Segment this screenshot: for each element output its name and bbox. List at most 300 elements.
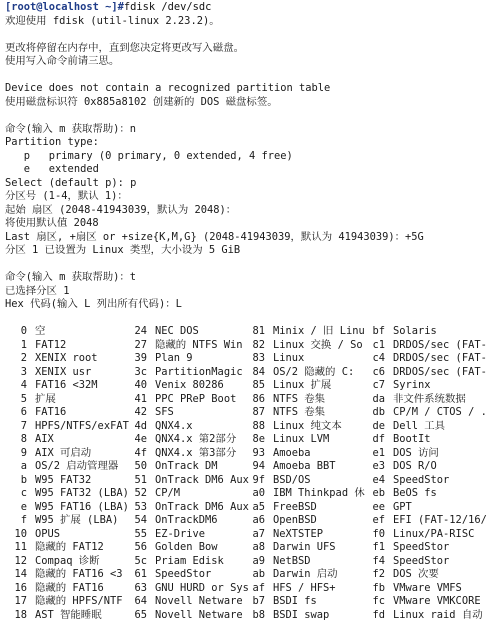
partition-type-code: 56 (125, 541, 147, 555)
partition-type-entry (363, 595, 503, 609)
partition-type-name: DRDOS/sec (FAT- (393, 352, 487, 364)
partition-type-code: 11 (5, 541, 27, 555)
partition-type-entry (5, 568, 125, 582)
partition-type-name: Amoeba (273, 447, 311, 459)
output-line: 分区 1 已设置为 Linux 类型，大小设为 5 GiB (5, 244, 500, 258)
partition-type-name: FreeBSD (273, 501, 317, 513)
shell-prompt: [root@localhost ~]# (5, 1, 124, 13)
partition-type-entry (363, 501, 503, 515)
partition-type-entry (363, 528, 503, 542)
partition-type-code: a0 (243, 487, 265, 501)
partition-type-code: 3 (5, 366, 27, 380)
partition-type-entry (125, 487, 243, 501)
output-line: 欢迎使用 fdisk (util-linux 2.23.2)。 (5, 15, 500, 29)
partition-type-code: 5 (5, 393, 27, 407)
partition-type-name: OPUS (35, 528, 60, 540)
partition-type-code: ef (363, 514, 385, 528)
partition-type-code: a5 (243, 501, 265, 515)
partition-type-code: 64 (125, 595, 147, 609)
partition-type-code: ab (243, 568, 265, 582)
partition-type-code: 82 (243, 339, 265, 353)
partition-type-name: AIX 可启动 (35, 447, 91, 459)
partition-type-row (5, 501, 500, 515)
partition-type-entry (5, 582, 125, 596)
partition-type-name: DOS 次要 (393, 568, 439, 580)
output-line: 将使用默认值 2048 (5, 217, 500, 231)
partition-type-name: Linux 交换 / So (273, 339, 363, 351)
partition-type-entry (243, 325, 363, 339)
partition-type-name: 空 (35, 325, 45, 337)
partition-type-entry (125, 447, 243, 461)
partition-type-row (5, 406, 500, 420)
partition-type-code: 87 (243, 406, 265, 420)
partition-type-entry (5, 420, 125, 434)
partition-type-code: ee (363, 501, 385, 515)
partition-type-entry (125, 393, 243, 407)
partition-type-code: 88 (243, 420, 265, 434)
partition-type-name: FAT16 (35, 406, 66, 418)
partition-type-entry (5, 609, 125, 622)
output-line: e extended (5, 163, 500, 177)
partition-type-entry (363, 406, 503, 420)
partition-type-name: VMware VMKCORE (393, 595, 481, 607)
partition-type-entry (5, 379, 125, 393)
partition-type-name: 隐藏的 HPFS/NTF (35, 595, 122, 607)
partition-type-row (5, 487, 500, 501)
output-line (5, 28, 500, 42)
partition-type-code: f (5, 514, 27, 528)
partition-type-entry (5, 447, 125, 461)
partition-type-name: GNU HURD or Sys (155, 582, 249, 594)
partition-type-row (5, 460, 500, 474)
partition-type-row (5, 393, 500, 407)
partition-type-code: f0 (363, 528, 385, 542)
partition-type-entry (363, 474, 503, 488)
partition-type-row (5, 609, 500, 622)
partition-type-entry (5, 541, 125, 555)
partition-type-name: Linux (273, 352, 304, 364)
partition-type-name: Linux LVM (273, 433, 329, 445)
partition-type-entry (243, 339, 363, 353)
partition-type-code: df (363, 433, 385, 447)
partition-type-name: Plan 9 (155, 352, 193, 364)
partition-type-entry (363, 339, 503, 353)
partition-type-name: XENIX root (35, 352, 98, 364)
partition-type-entry (243, 528, 363, 542)
partition-type-code: 63 (125, 582, 147, 596)
partition-type-entry (363, 514, 503, 528)
output-line: Hex 代码(输入 L 列出所有代码)：L (5, 298, 500, 312)
partition-type-code: a8 (243, 541, 265, 555)
partition-type-entry (363, 487, 503, 501)
partition-type-entry (5, 501, 125, 515)
partition-type-entry (243, 541, 363, 555)
output-line: 起始 扇区 (2048-41943039，默认为 2048)： (5, 204, 500, 218)
partition-type-entry (5, 406, 125, 420)
partition-type-code: 52 (125, 487, 147, 501)
partition-type-code: 65 (125, 609, 147, 622)
partition-type-name: 隐藏的 FAT12 (35, 541, 104, 553)
partition-type-code: 16 (5, 582, 27, 596)
partition-type-code: b8 (243, 609, 265, 622)
partition-type-entry (363, 541, 503, 555)
partition-type-name: EZ-Drive (155, 528, 205, 540)
partition-type-code: a6 (243, 514, 265, 528)
partition-type-name: Golden Bow (155, 541, 218, 553)
partition-type-entry (243, 433, 363, 447)
partition-type-row (5, 366, 500, 380)
partition-type-code: 0 (5, 325, 27, 339)
partition-type-entry (5, 366, 125, 380)
partition-type-name: FAT16 <32M (35, 379, 98, 391)
partition-type-name: BSDI fs (273, 595, 317, 607)
partition-type-row (5, 555, 500, 569)
partition-type-row (5, 379, 500, 393)
partition-type-code: b (5, 474, 27, 488)
output-line (5, 258, 500, 272)
output-line: 已选择分区 1 (5, 285, 500, 299)
partition-type-name: Darwin 启动 (273, 568, 338, 580)
partition-type-entry (125, 528, 243, 542)
output-line: 使用磁盘标识符 0x885a8102 创建新的 DOS 磁盘标签。 (5, 96, 500, 110)
partition-type-entry (243, 582, 363, 596)
partition-type-entry (363, 555, 503, 569)
partition-type-entry (243, 501, 363, 515)
output-line (5, 69, 500, 83)
partition-type-code: a9 (243, 555, 265, 569)
partition-type-entry (243, 352, 363, 366)
partition-type-code: c7 (363, 379, 385, 393)
partition-type-code: 5c (125, 555, 147, 569)
partition-type-name: FAT12 (35, 339, 66, 351)
partition-type-code: 41 (125, 393, 147, 407)
partition-type-code: 18 (5, 609, 27, 622)
partition-type-entry (125, 582, 243, 596)
partition-type-code: c1 (363, 339, 385, 353)
partition-type-entry (125, 366, 243, 380)
partition-type-name: DOS R/O (393, 460, 437, 472)
partition-type-code: 27 (125, 339, 147, 353)
partition-type-name: VMware VMFS (393, 582, 462, 594)
partition-type-code: 4 (5, 379, 27, 393)
partition-type-row (5, 595, 500, 609)
partition-type-code: 42 (125, 406, 147, 420)
partition-type-code: 7 (5, 420, 27, 434)
partition-type-code: eb (363, 487, 385, 501)
output-line: 分区号 (1-4，默认 1)： (5, 190, 500, 204)
partition-type-name: XENIX usr (35, 366, 91, 378)
partition-type-name: BSD/OS (273, 474, 311, 486)
partition-type-name: HFS / HFS+ (273, 582, 336, 594)
partition-type-code: 83 (243, 352, 265, 366)
partition-type-entry (5, 460, 125, 474)
partition-type-code: e3 (363, 460, 385, 474)
partition-type-code: 9 (5, 447, 27, 461)
partition-type-name: CP/M / CTOS / . (393, 406, 487, 418)
partition-type-name: SpeedStor (393, 555, 449, 567)
partition-type-name: BSDI swap (273, 609, 329, 621)
partition-type-name: 隐藏的 NTFS Win (155, 339, 242, 351)
partition-type-row (5, 568, 500, 582)
command-line (5, 1, 500, 15)
partition-type-name: OpenBSD (273, 514, 317, 526)
partition-type-entry (363, 433, 503, 447)
partition-type-entry (125, 541, 243, 555)
partition-type-entry (243, 420, 363, 434)
partition-type-entry (363, 420, 503, 434)
partition-type-code: 9f (243, 474, 265, 488)
partition-type-entry (363, 379, 503, 393)
partition-type-name: Novell Netware (155, 595, 243, 607)
partition-type-code: 1 (5, 339, 27, 353)
output-line: 更改将停留在内存中，直到您决定将更改写入磁盘。 (5, 42, 500, 56)
partition-type-name: DRDOS/sec (FAT- (393, 339, 487, 351)
partition-type-code: 10 (5, 528, 27, 542)
partition-type-entry (243, 406, 363, 420)
partition-type-code: 53 (125, 501, 147, 515)
partition-type-entry (125, 420, 243, 434)
partition-type-name: Priam Edisk (155, 555, 224, 567)
partition-type-name: Compaq 诊断 (35, 555, 100, 567)
partition-type-name: DRDOS/sec (FAT- (393, 366, 487, 378)
output-line: Select (default p): p (5, 177, 500, 191)
partition-type-name: PartitionMagic (155, 366, 243, 378)
partition-type-name: W95 FAT32 (35, 474, 91, 486)
partition-type-name: QNX4.x 第3部分 (155, 447, 236, 459)
partition-type-entry (5, 528, 125, 542)
partition-type-code: 85 (243, 379, 265, 393)
partition-type-code: 4e (125, 433, 147, 447)
partition-type-row (5, 514, 500, 528)
partition-type-name: PPC PReP Boot (155, 393, 236, 405)
partition-type-code: b7 (243, 595, 265, 609)
output-line: Partition type: (5, 136, 500, 150)
partition-type-name: Darwin UFS (273, 541, 336, 553)
partition-type-name: CP/M (155, 487, 180, 499)
partition-type-entry (243, 609, 363, 622)
partition-type-code: da (363, 393, 385, 407)
partition-type-code: 84 (243, 366, 265, 380)
partition-type-entry (243, 447, 363, 461)
partition-type-entry (5, 487, 125, 501)
partition-type-code: 17 (5, 595, 27, 609)
partition-type-name: W95 扩展 (LBA) (35, 514, 118, 526)
partition-type-entry (125, 406, 243, 420)
partition-type-name: QNX4.x 第2部分 (155, 433, 236, 445)
partition-type-name: IBM Thinkpad 休 (273, 487, 365, 499)
partition-type-entry (243, 487, 363, 501)
output-line: 命令(输入 m 获取帮助)：t (5, 271, 500, 285)
output-line: Device does not contain a recognized partition table (5, 82, 500, 96)
partition-type-code: 3c (125, 366, 147, 380)
partition-type-entry (243, 393, 363, 407)
partition-type-code: 55 (125, 528, 147, 542)
partition-type-row (5, 325, 500, 339)
partition-type-entry (363, 366, 503, 380)
partition-type-row (5, 541, 500, 555)
partition-type-list (5, 325, 500, 622)
terminal-output (5, 15, 500, 326)
partition-type-entry (125, 325, 243, 339)
partition-type-entry (125, 501, 243, 515)
partition-type-entry (125, 609, 243, 622)
partition-type-entry (363, 447, 503, 461)
partition-type-name: OS/2 隐藏的 C: (273, 366, 354, 378)
command-text: fdisk /dev/sdc (124, 1, 212, 13)
partition-type-name: NetBSD (273, 555, 311, 567)
partition-type-code: a7 (243, 528, 265, 542)
partition-type-row (5, 352, 500, 366)
partition-type-entry (243, 595, 363, 609)
partition-type-code: 81 (243, 325, 265, 339)
partition-type-entry (363, 352, 503, 366)
partition-type-name: OnTrack DM (155, 460, 218, 472)
partition-type-row (5, 447, 500, 461)
partition-type-code: fb (363, 582, 385, 596)
partition-type-code: 2 (5, 352, 27, 366)
partition-type-code: f4 (363, 555, 385, 569)
partition-type-entry (5, 595, 125, 609)
partition-type-entry (125, 339, 243, 353)
output-line (5, 109, 500, 123)
partition-type-code: fd (363, 609, 385, 622)
partition-type-entry (5, 433, 125, 447)
partition-type-name: DOS 访问 (393, 447, 439, 459)
partition-type-name: AST 智能睡眠 (35, 609, 102, 621)
partition-type-name: Linux 纯文本 (273, 420, 342, 432)
partition-type-code: 6 (5, 406, 27, 420)
partition-type-entry (125, 555, 243, 569)
partition-type-name: SpeedStor (393, 541, 449, 553)
partition-type-entry (363, 568, 503, 582)
partition-type-code: de (363, 420, 385, 434)
partition-type-code: 51 (125, 474, 147, 488)
partition-type-code: e1 (363, 447, 385, 461)
partition-type-entry (243, 514, 363, 528)
partition-type-name: Syrinx (393, 379, 431, 391)
partition-type-entry (363, 325, 503, 339)
partition-type-name: OnTrack DM6 Aux (155, 501, 249, 513)
partition-type-entry (243, 568, 363, 582)
partition-type-entry (5, 474, 125, 488)
partition-type-code: fc (363, 595, 385, 609)
partition-type-name: OS/2 启动管理器 (35, 460, 118, 472)
partition-type-name: NTFS 卷集 (273, 393, 325, 405)
partition-type-code: 54 (125, 514, 147, 528)
partition-type-entry (243, 366, 363, 380)
partition-type-entry (125, 514, 243, 528)
partition-type-entry (125, 595, 243, 609)
partition-type-name: SpeedStor (155, 568, 211, 580)
partition-type-name: Minix / 旧 Linu (273, 325, 365, 337)
partition-type-name: AIX (35, 433, 54, 445)
partition-type-name: W95 FAT32 (LBA) (35, 487, 129, 499)
partition-type-code: f2 (363, 568, 385, 582)
output-line (5, 312, 500, 326)
partition-type-entry (125, 379, 243, 393)
output-line: 使用写入命令前请三思。 (5, 55, 500, 69)
partition-type-entry (125, 433, 243, 447)
partition-type-code: 4f (125, 447, 147, 461)
partition-type-code: c4 (363, 352, 385, 366)
partition-type-row (5, 474, 500, 488)
partition-type-entry (363, 609, 503, 622)
partition-type-code: 50 (125, 460, 147, 474)
partition-type-name: Dell 工具 (393, 420, 445, 432)
partition-type-code: 94 (243, 460, 265, 474)
partition-type-code: 39 (125, 352, 147, 366)
partition-type-entry (5, 393, 125, 407)
partition-type-row (5, 339, 500, 353)
partition-type-code: f1 (363, 541, 385, 555)
partition-type-entry (125, 474, 243, 488)
partition-type-entry (125, 568, 243, 582)
partition-type-entry (363, 460, 503, 474)
partition-type-name: Novell Netware (155, 609, 243, 621)
partition-type-code: 8 (5, 433, 27, 447)
partition-type-code: e (5, 501, 27, 515)
partition-type-code: 24 (125, 325, 147, 339)
partition-type-name: HPFS/NTFS/exFAT (35, 420, 129, 432)
partition-type-code: 93 (243, 447, 265, 461)
partition-type-entry (5, 325, 125, 339)
partition-type-name: QNX4.x (155, 420, 193, 432)
partition-type-name: 隐藏的 FAT16 <3 (35, 568, 122, 580)
partition-type-name: OnTrack DM6 Aux (155, 474, 249, 486)
partition-type-code: 61 (125, 568, 147, 582)
partition-type-code: bf (363, 325, 385, 339)
partition-type-name: 非文件系统数据 (393, 393, 466, 405)
partition-type-code: af (243, 582, 265, 596)
partition-type-name: 扩展 (35, 393, 56, 405)
partition-type-name: SpeedStor (393, 474, 449, 486)
partition-type-entry (125, 460, 243, 474)
partition-type-entry (5, 555, 125, 569)
output-line: 命令(输入 m 获取帮助)：n (5, 123, 500, 137)
partition-type-name: GPT (393, 501, 412, 513)
partition-type-name: W95 FAT16 (LBA) (35, 501, 129, 513)
partition-type-name: NTFS 卷集 (273, 406, 325, 418)
partition-type-name: BootIt (393, 433, 431, 445)
output-line: p primary (0 primary, 0 extended, 4 free) (5, 150, 500, 164)
partition-type-entry (243, 379, 363, 393)
partition-type-entry (5, 352, 125, 366)
partition-type-code: 14 (5, 568, 27, 582)
partition-type-code: 8e (243, 433, 265, 447)
partition-type-code: c6 (363, 366, 385, 380)
partition-type-row (5, 420, 500, 434)
partition-type-name: Solaris (393, 325, 437, 337)
partition-type-code: 86 (243, 393, 265, 407)
partition-type-name: Venix 80286 (155, 379, 224, 391)
partition-type-code: e4 (363, 474, 385, 488)
partition-type-row (5, 528, 500, 542)
partition-type-entry (243, 555, 363, 569)
partition-type-row (5, 582, 500, 596)
partition-type-code: 12 (5, 555, 27, 569)
partition-type-entry (243, 460, 363, 474)
partition-type-code: a (5, 460, 27, 474)
partition-type-name: BeOS fs (393, 487, 437, 499)
partition-type-entry (5, 514, 125, 528)
partition-type-code: 40 (125, 379, 147, 393)
partition-type-name: Amoeba BBT (273, 460, 336, 472)
partition-type-name: EFI (FAT-12/16/ (393, 514, 487, 526)
partition-type-entry (243, 474, 363, 488)
partition-type-name: Linux raid 自动 (393, 609, 483, 621)
partition-type-name: Linux/PA-RISC (393, 528, 474, 540)
partition-type-name: OnTrackDM6 (155, 514, 218, 526)
